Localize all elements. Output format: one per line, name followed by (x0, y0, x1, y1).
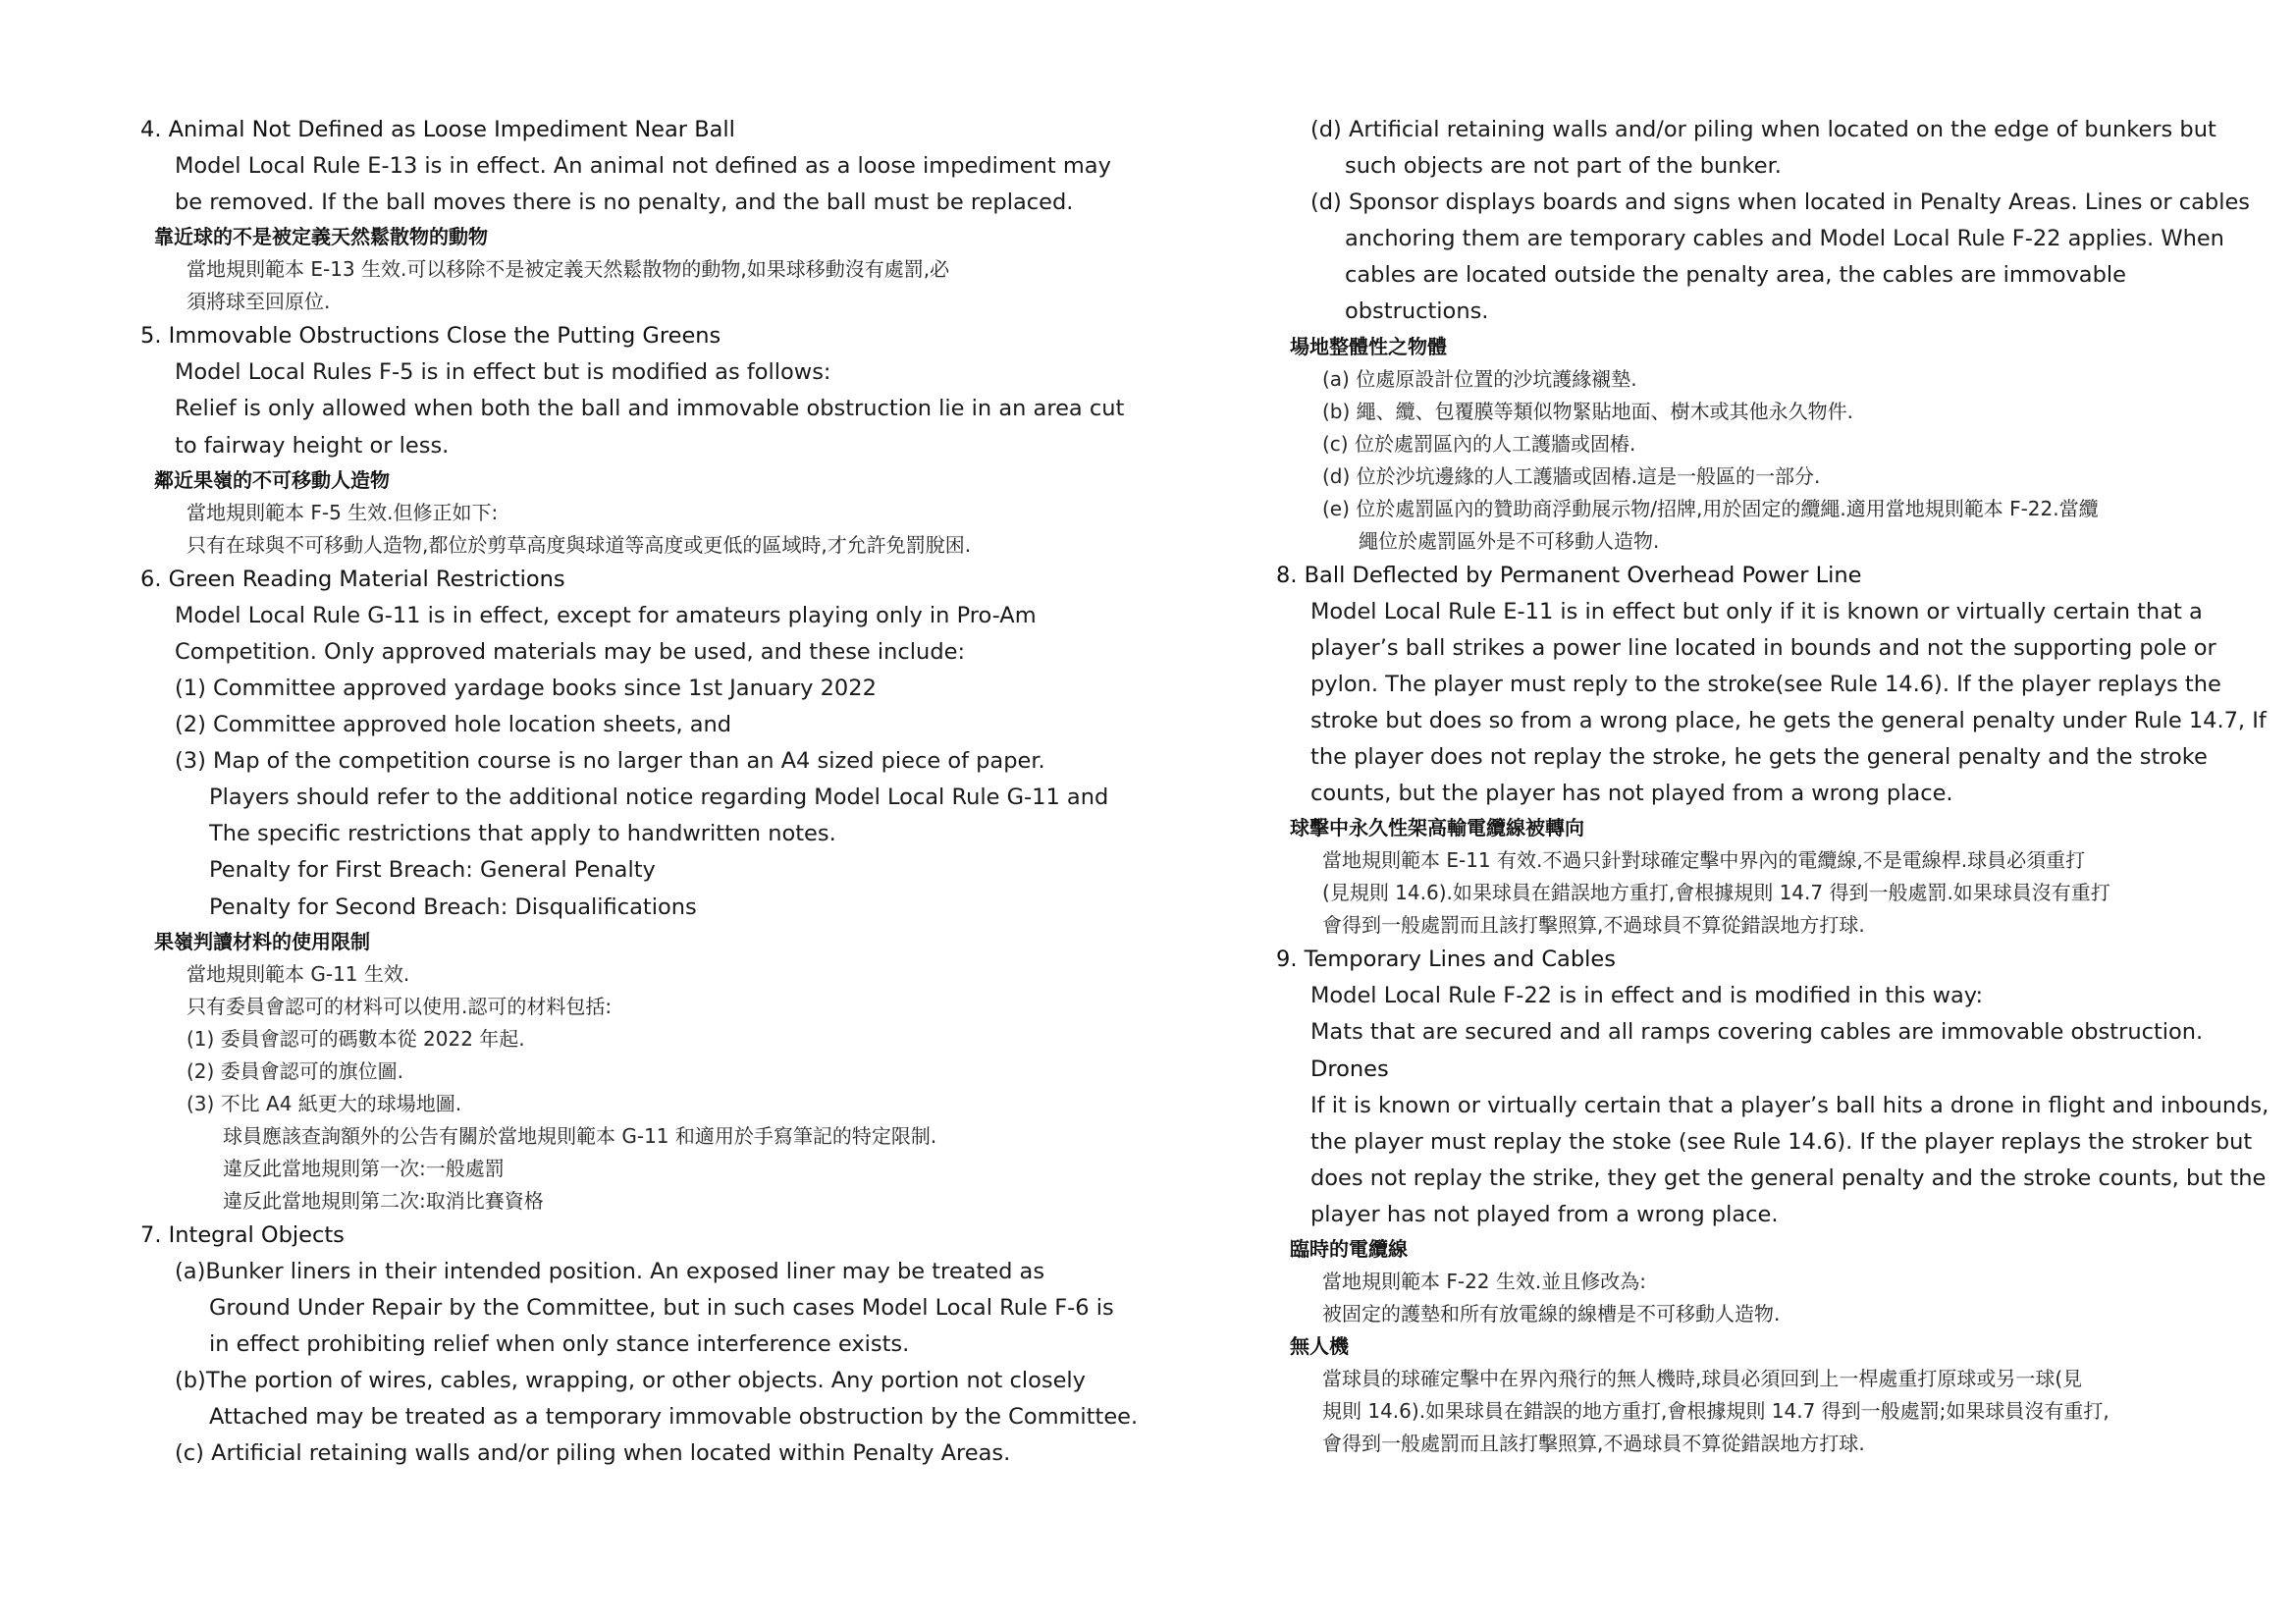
text-line: cables are located outside the penalty area, the cables are immovable (1345, 262, 2126, 289)
text-line: 當地規則範本 E-13 生效.可以移除不是被定義天然鬆散物的動物,如果球移動沒有處罰,必 (187, 257, 950, 282)
text-line: (c) 位於處罰區內的人工護牆或固樁. (1322, 431, 1636, 456)
text-line: in effect prohibiting relief when only stance interference exists. (209, 1330, 910, 1357)
text-line: such objects are not part of the bunker. (1345, 153, 1782, 180)
text-line: 規則 14.6).如果球員在錯誤的地方重打,會根據規則 14.7 得到一般處罰;如果球員沒有重打, (1322, 1398, 2109, 1423)
section-heading: 鄰近果嶺的不可移動人造物 (154, 467, 390, 492)
text-line: anchoring them are temporary cables and Model Local Rule F-22 applies. When (1345, 226, 2224, 252)
text-line: (e) 位於處罰區內的贊助商浮動展示物/招牌,用於固定的纜繩.適用當地規則範本 F-22.當纜 (1322, 496, 2099, 520)
text-line: (b) 繩、纜、包覆膜等類似物緊貼地面、樹木或其他永久物件. (1322, 399, 1854, 423)
text-line: player has not played from a wrong place. (1310, 1201, 1779, 1227)
text-line: (3) 不比 A4 紙更大的球場地圖. (187, 1091, 462, 1115)
text-line: the player must replay the stoke (see Rule 14.6). If the player replays the stroker but (1310, 1128, 2253, 1155)
section-heading: 球擊中永久性架高輸電纜線被轉向 (1290, 816, 1584, 840)
section-heading: 無人機 (1290, 1333, 1349, 1358)
text-line: The specific restrictions that apply to handwritten notes. (209, 821, 836, 847)
text-line: the player does not replay the stroke, he gets the general penalty and the stroke (1310, 744, 2208, 771)
section-heading: 9. Temporary Lines and Cables (1276, 947, 1616, 973)
left-column (140, 112, 1139, 1472)
text-line: (b)The portion of wires, cables, wrapping, or other objects. Any portion not closely (175, 1367, 1086, 1393)
text-line: Penalty for First Breach: General Penalty (209, 857, 656, 884)
text-line: (2) 委員會認可的旗位圖. (187, 1058, 404, 1083)
section-heading: 場地整體性之物體 (1290, 334, 1447, 358)
text-line: Model Local Rule E-13 is in effect. An animal not defined as a loose impediment may (175, 153, 1111, 180)
section-heading: 4. Animal Not Defined as Loose Impediment Near Ball (140, 117, 735, 142)
text-line: Model Local Rule G-11 is in effect, except for amateurs playing only in Pro-Am (175, 602, 1037, 628)
text-line: counts, but the player has not played from a wrong place. (1310, 781, 1953, 807)
text-line: pylon. The player must reply to the stroke(see Rule 14.6). If the player replays the (1310, 671, 2221, 697)
text-line: 當地規則範本 E-11 有效.不過只針對球確定擊中界內的電纜線,不是電線桿.球員必須重打 (1322, 848, 2086, 873)
text-line: If it is known or virtually certain that a player’s ball hits a drone in flight and inbounds, (1310, 1092, 2269, 1118)
text-line: (1) 委員會認可的碼數本從 2022 年起. (187, 1026, 525, 1051)
text-line: (d) 位於沙坑邊緣的人工護牆或固樁.這是一般區的一部分. (1322, 463, 1821, 488)
section-heading: 5. Immovable Obstructions Close the Putting Greens (140, 323, 721, 350)
text-line: (d) Artificial retaining walls and/or piling when located on the edge of bunkers but (1310, 117, 2216, 142)
text-line: 會得到一般處罰而且該打擊照算,不過球員不算從錯誤地方打球. (1322, 1431, 1865, 1455)
section-heading: 6. Green Reading Material Restrictions (140, 566, 565, 592)
text-line: 繩位於處罰區外是不可移動人造物. (1359, 528, 1660, 553)
text-line: (a) 位處原設計位置的沙坑護緣襯墊. (1322, 366, 1637, 391)
section-heading: 7. Integral Objects (140, 1221, 345, 1248)
text-line: (a)Bunker liners in their intended position. An exposed liner may be treated as (175, 1258, 1045, 1284)
text-line: 球員應該查詢額外的公告有關於當地規則範本 G-11 和適用於手寫筆記的特定限制. (223, 1123, 937, 1148)
text-line: 只有在球與不可移動人造物,都位於剪草高度與球道等高度或更低的區域時,才允許免罰脫困. (187, 532, 972, 557)
text-line: player’s ball strikes a power line located in bounds and not the supporting pole or (1310, 634, 2216, 661)
right-column (1276, 112, 2269, 1460)
text-line: 違反此當地規則第一次:一般處罰 (223, 1156, 505, 1180)
text-line: Players should refer to the additional notice regarding Model Local Rule G-11 and (209, 785, 1109, 811)
text-line: Mats that are secured and all ramps covering cables are immovable obstruction. (1310, 1019, 2204, 1046)
text-line: Attached may be treated as a temporary immovable obstruction by the Committee. (209, 1404, 1139, 1431)
text-line: 當球員的球確定擊中在界內飛行的無人機時,球員必須回到上一桿處重打原球或另一球(見 (1322, 1366, 2083, 1390)
text-line: 須將球至回原位. (187, 290, 331, 314)
text-line: Model Local Rule E-11 is in effect but only if it is known or virtually certain that a (1310, 598, 2203, 624)
text-line: be removed. If the ball moves there is no penalty, and the ball must be replaced. (175, 189, 1074, 216)
text-line: (3) Map of the competition course is no larger than an A4 sized piece of paper. (175, 748, 1045, 775)
text-line: 當地規則範本 G-11 生效. (187, 961, 410, 986)
text-line: obstructions. (1345, 298, 1489, 325)
text-line: does not replay the strike, they get the general penalty and the stroke counts, but the (1310, 1164, 2267, 1191)
section-heading: 靠近球的不是被定義天然鬆散物的動物 (154, 225, 488, 249)
section-heading: Drones (1310, 1056, 1389, 1082)
text-line: Relief is only allowed when both the ball and immovable obstruction lie in an area cut (175, 396, 1125, 422)
text-line: 當地規則範本 F-22 生效.並且修改為: (1322, 1269, 1646, 1293)
text-line: Model Local Rule F-22 is in effect and is modified in this way: (1310, 983, 1984, 1009)
text-line: (1) Committee approved yardage books since 1st January 2022 (175, 675, 877, 701)
text-line: 當地規則範本 F-5 生效.但修正如下: (187, 500, 499, 524)
text-line: Model Local Rules F-5 is in effect but is modified as follows: (175, 359, 831, 386)
text-line: Penalty for Second Breach: Disqualifications (209, 893, 697, 920)
text-line: 被固定的護墊和所有放電線的線槽是不可移動人造物. (1322, 1301, 1781, 1326)
text-line: 違反此當地規則第二次:取消比賽資格 (223, 1188, 544, 1213)
text-line: 會得到一般處罰而且該打擊照算,不過球員不算從錯誤地方打球. (1322, 913, 1865, 938)
text-line: (見規則 14.6).如果球員在錯誤地方重打,會根據規則 14.7 得到一般處罰.如果球員沒有重打 (1322, 881, 2110, 905)
section-heading: 臨時的電纜線 (1290, 1236, 1408, 1261)
text-line: (c) Artificial retaining walls and/or piling when located within Penalty Areas. (175, 1440, 1011, 1467)
text-line: (2) Committee approved hole location sheets, and (175, 712, 732, 738)
section-heading: 8. Ball Deflected by Permanent Overhead Power Line (1276, 562, 1862, 588)
section-heading: 果嶺判讀材料的使用限制 (154, 929, 370, 953)
text-line: stroke but does so from a wrong place, he gets the general penalty under Rule 14.7, If (1310, 707, 2267, 733)
text-line: to fairway height or less. (175, 432, 450, 459)
text-line: Competition. Only approved materials may be used, and these include: (175, 638, 966, 665)
text-line: (d) Sponsor displays boards and signs when located in Penalty Areas. Lines or cables (1310, 189, 2251, 216)
text-line: 只有委員會認可的材料可以使用.認可的材料包括: (187, 994, 613, 1018)
text-line: Ground Under Repair by the Committee, but in such cases Model Local Rule F-6 is (209, 1294, 1114, 1321)
